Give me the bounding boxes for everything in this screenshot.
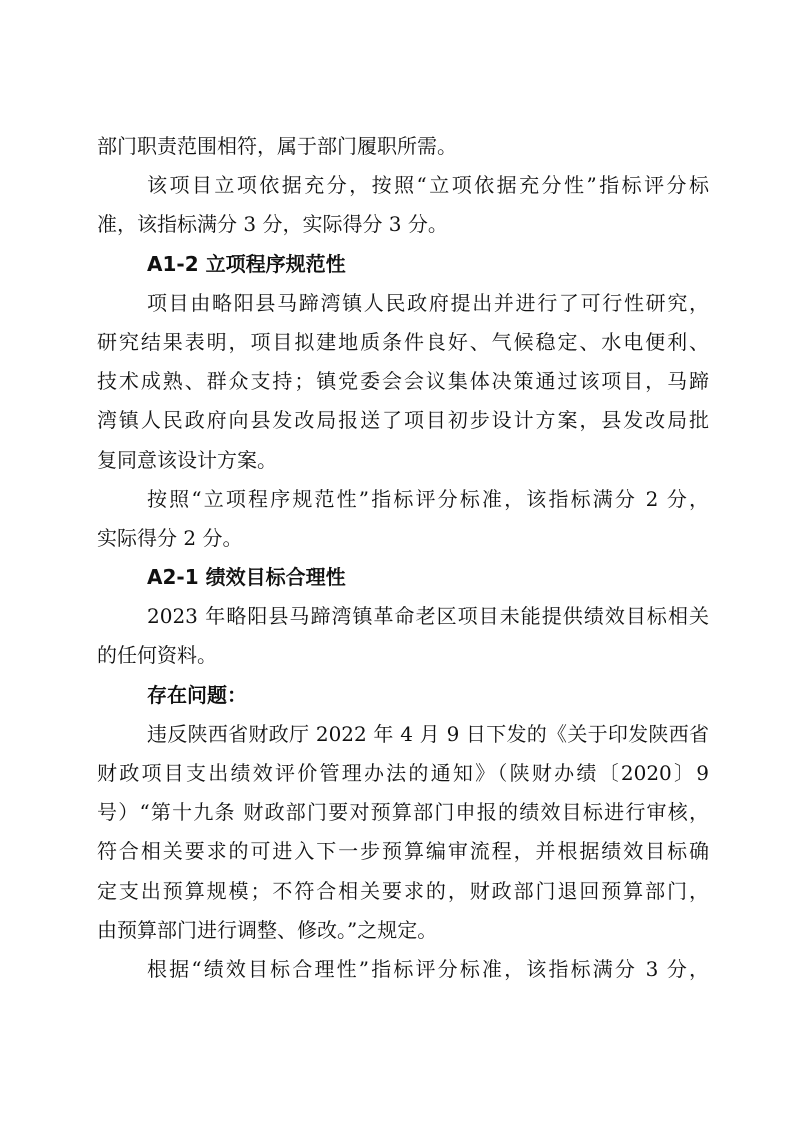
text-line: 由预算部门进行调整、修改。”之规定。 [97, 917, 438, 942]
text-line: 该项目立项依据充分，按照“立项依据充分性”指标评分标 [147, 173, 709, 198]
text-line: 根据“绩效目标合理性”指标评分标准，该指标满分 3 分， [147, 956, 709, 981]
text-line: 存在问题： [147, 682, 247, 707]
text-line: 号）“第十九条 财政部门要对预算部门申报的绩效目标进行审核， [97, 800, 709, 825]
section-heading [97, 245, 709, 284]
paragraph [97, 480, 709, 558]
paragraph [97, 284, 709, 480]
section-heading [97, 558, 709, 597]
text-line: 实际得分 2 分。 [97, 525, 243, 550]
text-line: 违反陕西省财政厅 2022 年 4 月 9 日下发的《关于印发陕西省 [147, 721, 709, 746]
text-line: 2023 年略阳县马蹄湾镇革命老区项目未能提供绩效目标相关 [147, 604, 709, 629]
text-line: A2-1 绩效目标合理性 [147, 565, 346, 590]
text-line: 准，该指标满分 3 分，实际得分 3 分。 [97, 212, 448, 237]
text-line: 符合相关要求的可进入下一步预算编审流程，并根据绩效目标确 [97, 839, 709, 864]
paragraph [97, 127, 709, 166]
text-line: 研究结果表明，项目拟建地质条件良好、气候稳定、水电便利、 [97, 329, 709, 354]
text-line: 技术成熟、群众支持；镇党委会会议集体决策通过该项目，马蹄 [97, 369, 709, 394]
text-line: 部门职责范围相符，属于部门履职所需。 [97, 134, 457, 158]
paragraph [97, 715, 709, 950]
text-line: 项目由略阳县马蹄湾镇人民政府提出并进行了可行性研究， [147, 290, 709, 315]
text-line: 按照“立项程序规范性”指标评分标准，该指标满分 2 分， [147, 486, 709, 511]
text-line: 的任何资料。 [97, 643, 217, 668]
document-page [97, 127, 709, 989]
paragraph [97, 166, 709, 244]
section-heading [97, 676, 709, 715]
paragraph [97, 950, 709, 989]
text-line: 定支出预算规模；不符合相关要求的，财政部门退回预算部门， [97, 878, 709, 903]
text-line: A1-2 立项程序规范性 [147, 251, 346, 276]
paragraph [97, 597, 709, 675]
text-line: 复同意该设计方案。 [97, 447, 277, 472]
text-line: 财政项目支出绩效评价管理办法的通知》（陕财办绩〔2020〕9 [97, 761, 709, 785]
text-line: 湾镇人民政府向县发改局报送了项目初步设计方案，县发改局批 [97, 408, 709, 433]
